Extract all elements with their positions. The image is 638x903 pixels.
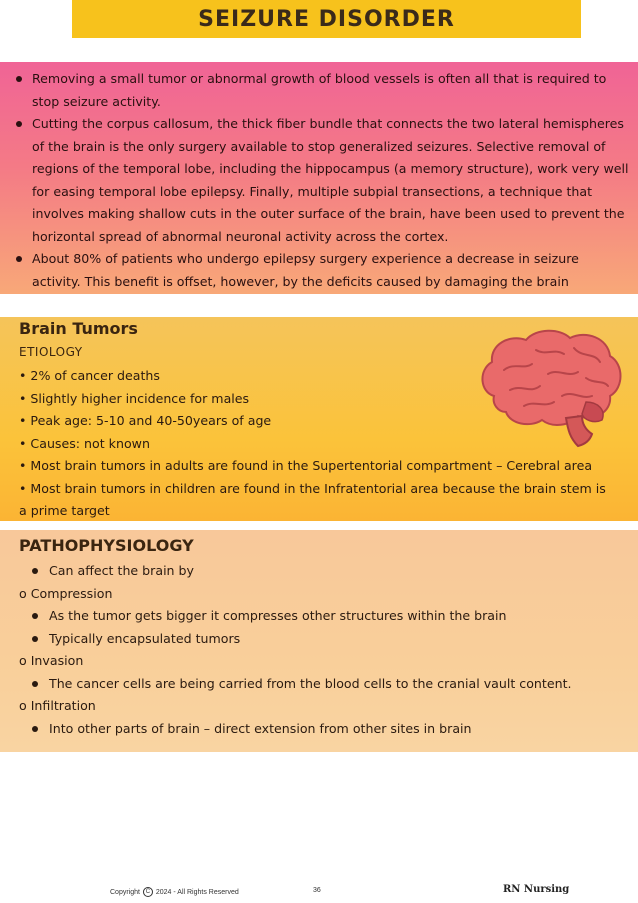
section-heading: PATHOPHYSIOLOGY [19, 536, 194, 555]
page-number: 36 [313, 887, 321, 894]
pathophysiology-list [19, 560, 629, 740]
sub-heading-item: o Infiltration [19, 698, 96, 713]
list-item: • Slightly higher incidence for males [19, 390, 250, 406]
section-heading: Brain Tumors [19, 319, 138, 338]
sub-heading-item: o Invasion [19, 653, 84, 668]
page-title: SEIZURE DISORDER [198, 6, 455, 32]
copyright-prefix: Copyright [110, 888, 140, 896]
list-item: • Peak age: 5-10 and 40-50years of age [19, 413, 272, 428]
list-item: • Most brain tumors in adults are found in the Supertentorial compartment – Cerebral area [19, 458, 593, 473]
copyright-notice [110, 887, 239, 897]
list-item: • 2% of cancer deaths [19, 368, 160, 383]
list-item: About 80% of patients who undergo epilepsy surgery experience a decrease in seizure activity. This benefit is offset, however, by the deficits caused by damaging the brain [32, 248, 630, 293]
copyright-suffix: 2024 - All Rights Reserved [155, 888, 239, 896]
sub-heading-item: o Compression [19, 585, 113, 601]
list-item: The cancer cells are being carried from the blood cells to the cranial vault content. [19, 673, 629, 696]
list-item: Can affect the brain by [19, 560, 629, 583]
list-item: Into other parts of brain – direct extension from other sites in brain [19, 718, 629, 741]
list-item: Cutting the corpus callosum, the thick fiber bundle that connects the two lateral hemispheres of the brain is the only surgery available to stop generalized seizures. Selective removal of regions of the temporal lobe, including the hippocampus (a memory structure), work very well for easing temporal lobe epilepsy. Finally, multiple subpial transections, a technique that involves making shallow cuts in the outer surface of the brain, have been used to prevent the horizontal spread of abnormal neuronal activity across the cortex. [32, 113, 630, 248]
list-item: As the tumor gets bigger it compresses other structures within the brain [19, 605, 629, 628]
brand-logo: RN Nursing [503, 884, 570, 895]
copyright-icon: C [143, 887, 153, 897]
list-item: • Causes: not known [19, 435, 150, 451]
brain-illustration-icon [474, 326, 624, 450]
surgery-section [0, 62, 638, 294]
surgery-bullet-list [0, 62, 638, 293]
list-item: Removing a small tumor or abnormal growth of blood vessels is often all that is required to stop seizure activity. [32, 68, 630, 113]
list-item: Typically encapsulated tumors [19, 628, 629, 651]
pathophysiology-section [0, 530, 638, 752]
list-item: a prime target [19, 503, 110, 518]
section-subheading: ETIOLOGY [19, 345, 83, 359]
title-banner [72, 0, 581, 38]
list-item: • Most brain tumors in children are found in the Infratentorial area because the brain stem is [19, 480, 606, 496]
